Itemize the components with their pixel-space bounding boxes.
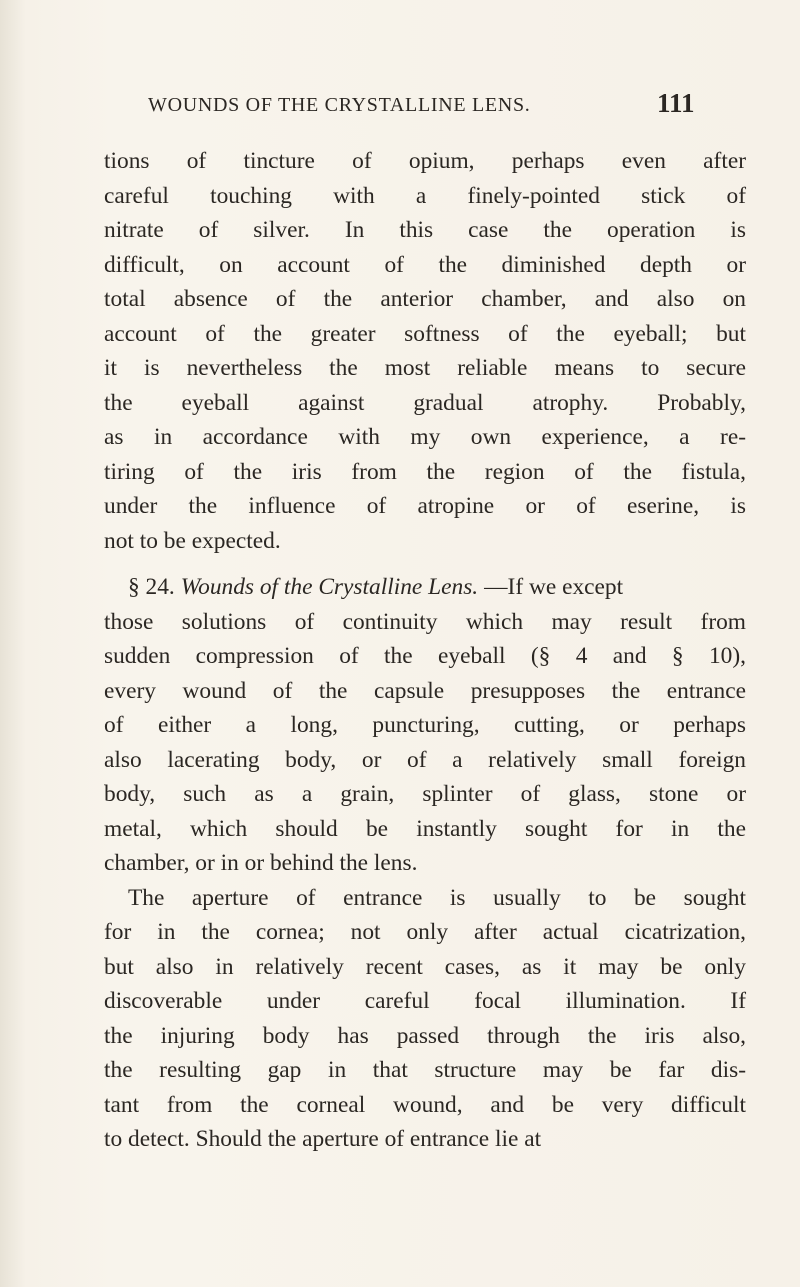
- text-line: to detect. Should the aperture of entrance lie at: [104, 1126, 542, 1152]
- section-heading-line: [104, 570, 746, 605]
- text-line: tiring of the iris from the region of the fistula,: [104, 458, 746, 485]
- main-text: [104, 144, 746, 1157]
- text-line: careful touching with a finely-pointed stick of: [104, 182, 746, 209]
- text-line: the resulting gap in that structure may be far dis-: [104, 1057, 746, 1083]
- text-line: total absence of the anterior chamber, and also on: [104, 286, 746, 312]
- text-line: discoverable under careful focal illumination. If: [104, 988, 746, 1014]
- text-line: but also in relatively recent cases, as it may be only: [104, 953, 746, 980]
- section-title: Wounds of the Crystalline Lens.: [180, 574, 479, 600]
- page-number: 111: [657, 88, 695, 118]
- text-line: under the influence of atropine or of eserine, is: [104, 493, 746, 519]
- text-line: metal, which should be instantly sought for in the: [104, 815, 746, 842]
- text-line: sudden compression of the eyeball (§ 4 and § 10),: [104, 643, 746, 669]
- text-line: as in accordance with my own experience, a re-: [104, 424, 746, 450]
- text-line: nitrate of silver. In this case the operation is: [104, 217, 746, 243]
- text-line: account of the greater softness of the eyeball; but: [104, 320, 746, 347]
- text-line: the eyeball against gradual atrophy. Probably,: [104, 389, 746, 416]
- paragraph-opium-treatment: [104, 144, 746, 558]
- text-line: of either a long, puncturing, cutting, or perhaps: [104, 712, 746, 738]
- section-number: § 24.: [128, 574, 175, 600]
- text-line: tant from the corneal wound, and be very difficult: [104, 1091, 746, 1118]
- text-line: the injuring body has passed through the iris also,: [104, 1022, 746, 1049]
- section-gap: [104, 558, 746, 570]
- section-lead: —If we except: [484, 574, 624, 600]
- text-line: The aperture of entrance is usually to be sought: [128, 884, 746, 911]
- text-line: also lacerating body, or of a relatively small foreign: [104, 746, 746, 773]
- text-line: every wound of the capsule presupposes the entrance: [104, 677, 746, 704]
- text-line: those solutions of continuity which may result from: [104, 608, 746, 635]
- text-line: body, such as a grain, splinter of glass, stone or: [104, 781, 746, 807]
- text-line: it is nevertheless the most reliable means to secure: [104, 355, 746, 381]
- running-header: [102, 88, 742, 124]
- section-24: [104, 570, 746, 881]
- text-line: for in the cornea; not only after actual cicatrization,: [104, 919, 746, 945]
- running-title: WOUNDS OF THE CRYSTALLINE LENS.: [148, 94, 531, 116]
- paragraph-aperture: [104, 881, 746, 1157]
- text-line: difficult, on account of the diminished depth or: [104, 251, 746, 278]
- text-line: chamber, or in or behind the lens.: [104, 850, 418, 876]
- text-line: not to be expected.: [104, 527, 281, 554]
- text-line: tions of tincture of opium, perhaps even after: [104, 148, 746, 174]
